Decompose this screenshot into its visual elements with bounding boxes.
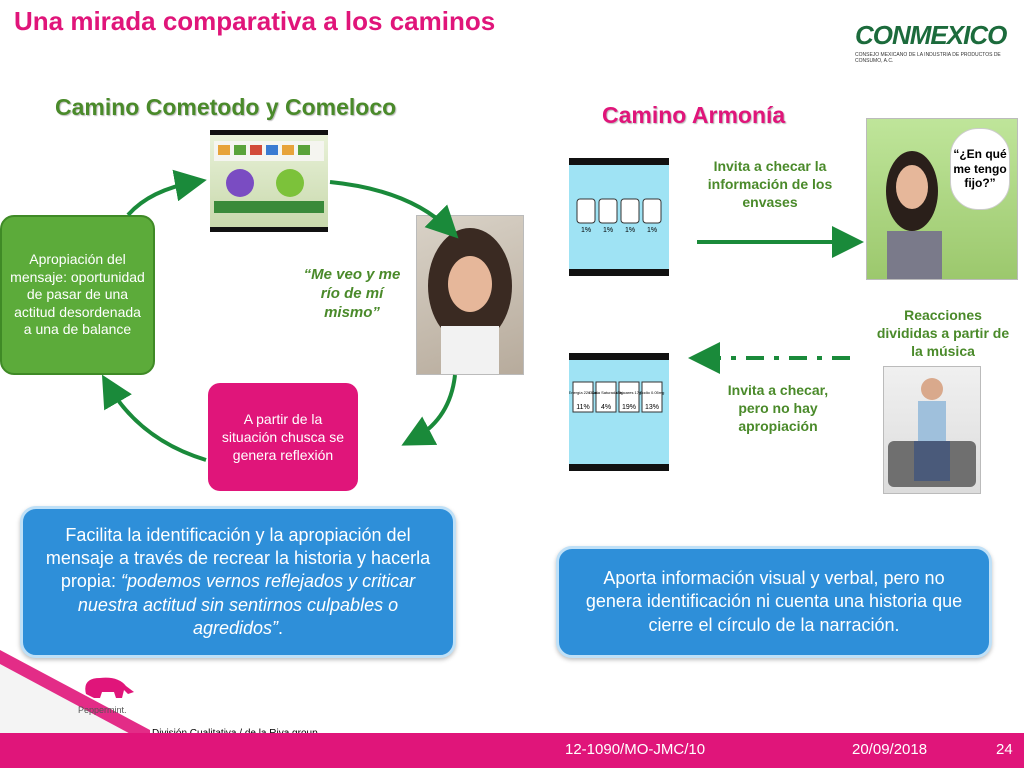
bottom-value-4: 13% — [644, 404, 660, 411]
package-top — [569, 158, 669, 276]
top-value-1: 1% — [580, 227, 592, 234]
package-bottom — [569, 353, 669, 471]
summary-left-normal: Facilita la identificación y la apropiación del mensaje a través de recrear la historia y hacerla propia: — [45, 524, 431, 592]
top-value-3: 1% — [624, 227, 636, 234]
arrow-top-left — [128, 182, 195, 215]
bottom-value-3: 19% — [621, 404, 637, 411]
me-veo-quote: “Me veo y me río de mí mismo” — [303, 266, 401, 321]
bottom-label-1: Energía 226 Cal — [569, 390, 598, 395]
gda-table-bottom — [569, 360, 669, 450]
summary-right: Aporta información visual y verbal, pero no genera identificación ni cuenta una historia que cierre el círculo de la narración. — [556, 546, 992, 658]
peppermint-logo — [78, 672, 148, 715]
arrow-top-right — [330, 182, 450, 230]
logo-tagline: CONSEJO MEXICANO DE LA INDUSTRIA DE PRODUCTOS DE CONSUMO, A.C. — [855, 52, 1001, 64]
thought-bubble: “¿En qué me tengo fijo?” — [950, 128, 1010, 210]
arrow-bottom-right — [412, 375, 455, 440]
reacciones-label: Reacciones divididas a partir de la música — [876, 307, 1010, 360]
bottom-label-4: Sodio 0.05mg — [639, 390, 665, 395]
bottom-label-2: Grasa Saturada 3g — [589, 390, 623, 395]
man-silhouette — [884, 367, 980, 493]
bottom-value-2: 4% — [600, 404, 612, 411]
bottom-value-1: 11% — [576, 404, 590, 411]
invita-label-bottom: Invita a checar, pero no hay apropiación — [727, 382, 829, 435]
logo-name: CONMEXICO — [855, 20, 1007, 50]
summary-left — [20, 506, 456, 658]
footer-code: 12-1090/MO-JMC/10 — [565, 741, 706, 758]
summary-left-end: . — [278, 618, 284, 639]
apropiacion-box: Apropiación del mensaje: oportunidad de pasar de una actitud desordenada a una de balance — [0, 215, 155, 375]
footer-date: 20/09/2018 — [852, 741, 928, 758]
top-value-2: 1% — [602, 227, 614, 234]
footer-bar — [0, 733, 1024, 768]
slide-title: Una mirada comparativa a los caminos — [14, 6, 496, 36]
bottom-label-3: Azúcares 17g — [616, 390, 642, 395]
elephant-icon — [78, 672, 138, 700]
subtitle-armonia: Camino Armonía — [602, 102, 786, 128]
man-sofa-photo — [883, 366, 981, 494]
summary-left-italic: “podemos vernos reflejados y criticar nuestra actitud sin sentirnos culpables o agredidos” — [77, 571, 416, 639]
top-value-4: 1% — [646, 227, 658, 234]
arrow-bottom-left — [108, 385, 206, 460]
invita-label-top: Invita a checar la información de los envases — [707, 158, 833, 211]
reflexion-box: A partir de la situación chusca se genera reflexión — [208, 383, 358, 491]
gda-icons-top — [569, 165, 669, 255]
subtitle-cometodo: Camino Cometodo y Comeloco — [55, 94, 397, 120]
peppermint-label: Peppermint. — [78, 705, 127, 715]
footer-page: 24 — [996, 741, 1013, 758]
